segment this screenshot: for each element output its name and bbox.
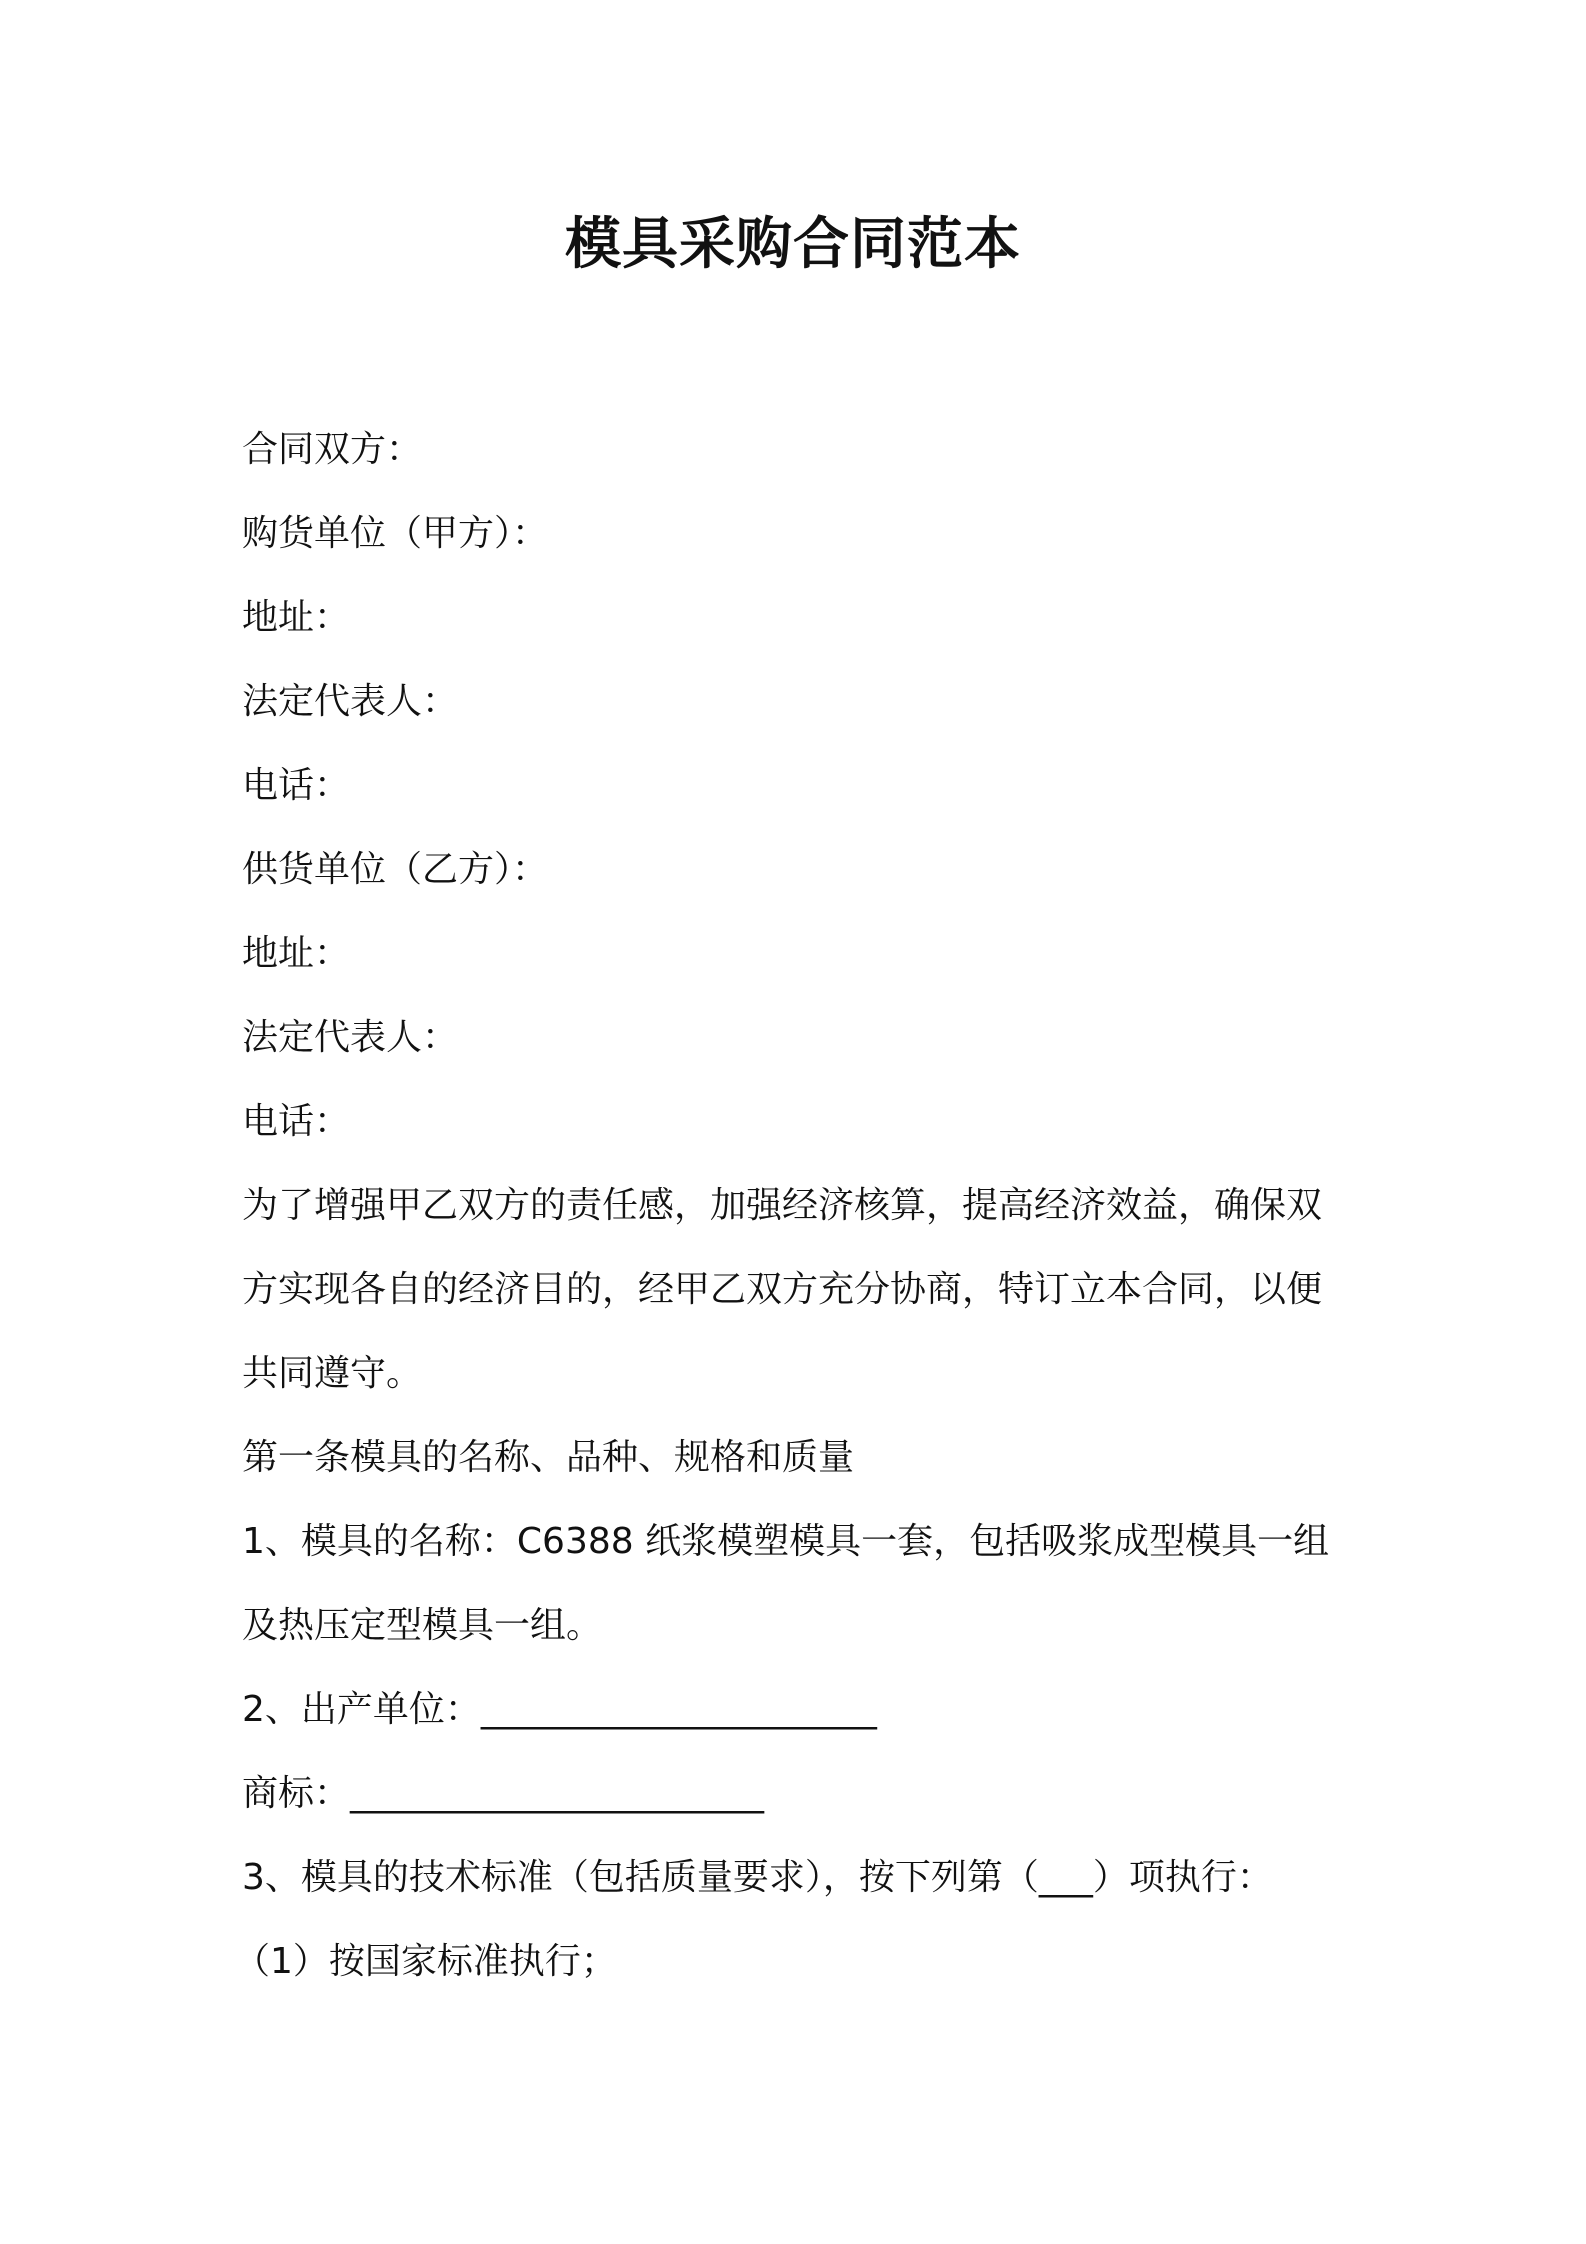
supplier-phone-label: 电话：: [242, 1101, 351, 1142]
buyer-unit-label: 购货单位（甲方）：: [242, 513, 549, 554]
preamble-line-2: 方实现各自的经济目的，经甲乙双方充分协商，特订立本合同，以便: [242, 1269, 1323, 1310]
document-title: 模具采购合同范本: [565, 212, 1021, 277]
article-1-item-1-line-2: 及热压定型模具一组。: [242, 1605, 603, 1646]
article-1-item-3-option-1: （1）按国家标准执行；: [234, 1941, 617, 1982]
article-1-item-1-line-1: 1、模具的名称：C6388 纸浆模塑模具一套，包括吸浆成型模具一组: [242, 1521, 1330, 1562]
supplier-legal-rep-label: 法定代表人：: [242, 1017, 459, 1058]
supplier-address-label: 地址：: [242, 933, 351, 974]
preamble-line-3: 共同遵守。: [242, 1353, 423, 1394]
article-1-trademark: 商标：_______________________: [242, 1773, 765, 1814]
supplier-unit-label: 供货单位（乙方）：: [242, 849, 549, 890]
document-body: [234, 408, 1362, 2004]
preamble-line-1: 为了增强甲乙双方的责任感，加强经济核算，提高经济效益，确保双: [242, 1185, 1323, 1226]
parties-label: 合同双方：: [242, 429, 423, 470]
buyer-address-label: 地址：: [242, 597, 351, 638]
article-1-heading: 第一条模具的名称、品种、规格和质量: [242, 1437, 855, 1478]
buyer-phone-label: 电话：: [242, 765, 351, 806]
article-1-item-2: 2、出产单位：______________________: [242, 1689, 877, 1730]
buyer-legal-rep-label: 法定代表人：: [242, 681, 459, 722]
article-1-item-3: 3、模具的技术标准（包括质量要求），按下列第（___）项执行：: [242, 1857, 1273, 1898]
